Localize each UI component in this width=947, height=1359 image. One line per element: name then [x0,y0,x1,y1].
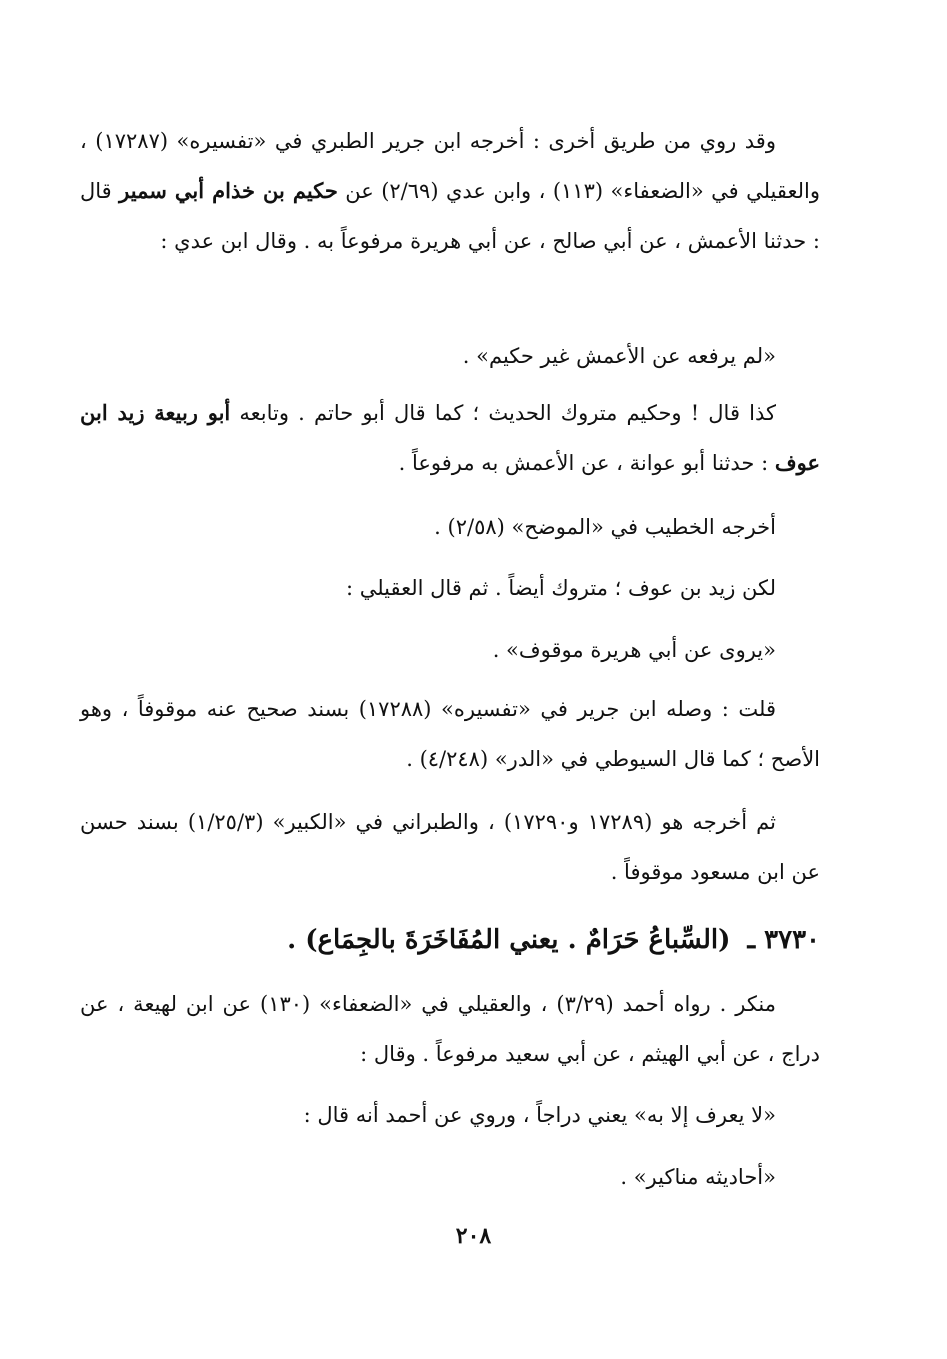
paragraph-3-text-a: كذا قال ! وحكيم متروك الحديث ؛ كما قال أبو حاتم . وتابعه [230,401,776,425]
paragraph-9: منكر . رواه أحمد (٣/٢٩) ، والعقيلي في «الضعفاء» (١٣٠) عن ابن لهيعة ، عن دراج ، عن أبي الهيثم ، عن أبي سعيد مرفوعاً . وقال : [80,992,820,1066]
paragraph-3-text-b: : حدثنا أبو عوانة ، عن الأعمش به مرفوعاً . [398,451,775,475]
paragraph-7: قلت : وصله ابن جرير في «تفسيره» (١٧٢٨٨) بسند صحيح عنه موقوفاً ، وهو الأصح ؛ كما قال السيوطي في «الدر» (٤/٢٤٨) . [80,697,820,771]
paragraph-1-text-a: وقد روي من طريق أخرى : أخرجه ابن جرير الطبري في «تفسيره» (١٧٢٨٧) ، والعقيلي في «الضعفاء» (١١٣) ، وابن عدي (٢/٦٩) عن [80,129,820,203]
paragraph-1-text-b: قال : حدثنا الأعمش ، عن أبي صالح ، عن أبي هريرة مرفوعاً به . وقال ابن عدي : [80,179,820,253]
paragraph-1 [80,116,820,266]
paragraph-11: «أحاديثه مناكير» . [620,1165,776,1189]
paragraph-5: لكن زيد بن عوف ؛ متروك أيضاً . ثم قال العقيلي : [345,576,776,600]
paragraph-3-bold-name: أبو ربيعة زيد ابن عوف [80,400,820,475]
paragraph-4: أخرجه الخطيب في «الموضح» (٢/٥٨) . [434,515,776,539]
paragraph-8: ثم أخرجه هو (١٧٢٨٩ و١٧٢٩٠) ، والطبراني في «الكبير» (١/٢٥/٣) بسند حسن عن ابن مسعود موقوفاً . [80,810,820,884]
hadith-heading [80,912,820,968]
hadith-number: ٣٧٣٠ ـ [747,925,820,955]
paragraph-6: «يروى عن أبي هريرة موقوف» . [492,638,776,662]
hadith-text: (السِّباعُ حَرَامٌ . يعني المُفَاخَرَةَ بالجِمَاع) . [287,925,731,955]
paragraph-3 [80,388,820,488]
paragraph-1-bold-name: حكيم بن خذام أبي سمير [119,178,338,203]
page-number: ٢٠٨ [455,1223,492,1249]
paragraph-10: «لا يعرف إلا به» يعني دراجاً ، وروي عن أحمد أنه قال : [303,1103,776,1127]
paragraph-2: «لم يرفعه عن الأعمش غير حكيم» . [462,344,776,368]
